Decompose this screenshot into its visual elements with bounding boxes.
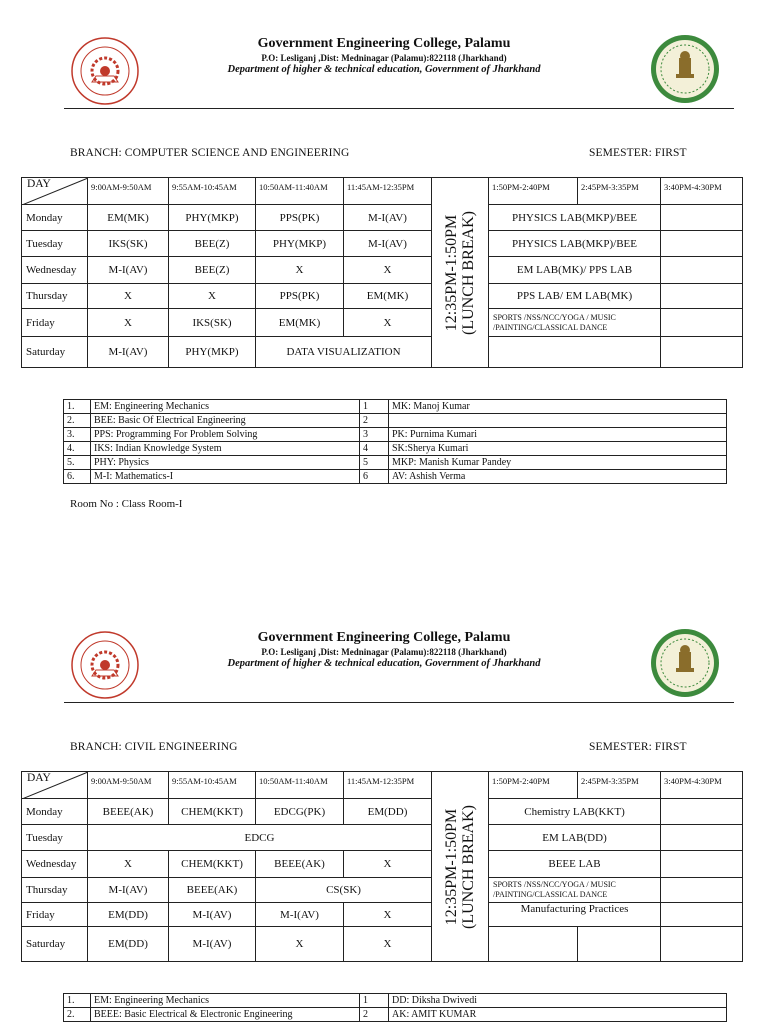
lunch-label: (LUNCH BREAK) xyxy=(460,804,477,929)
empty-cell xyxy=(661,309,743,337)
cell: PHY(MKP) xyxy=(169,205,256,231)
cell: X xyxy=(344,851,432,878)
header-2 xyxy=(0,594,768,709)
empty-cell xyxy=(661,284,743,309)
afternoon-cell: PHYSICS LAB(MKP)/BEE xyxy=(489,205,661,231)
legend-civil xyxy=(63,993,727,1022)
cell: CHEM(KKT) xyxy=(169,799,256,825)
empty-cell xyxy=(661,903,743,927)
cell: BEE(Z) xyxy=(169,257,256,284)
legend-row xyxy=(64,994,727,1008)
college-address: P.O: Lesliganj ,Dist: Medninagar (Palamu):822118 (Jharkhand) xyxy=(261,647,507,657)
department-line: Department of higher & technical education, Government of Jharkhand xyxy=(227,64,541,75)
cell: PHY(MKP) xyxy=(169,337,256,368)
time-slot-1: 9:00AM-9:50AM xyxy=(88,772,169,799)
header-divider xyxy=(64,108,734,109)
legend-teacher: PK: Purnima Kumari xyxy=(389,428,727,442)
lunch-time: 12:35PM-1:50PM xyxy=(443,808,460,925)
legend-teacher: DD: Diksha Dwivedi xyxy=(389,994,727,1008)
day-friday: Friday xyxy=(22,903,88,927)
legend-row xyxy=(64,470,727,484)
cell: PPS(PK) xyxy=(256,205,344,231)
day-label: DAY xyxy=(27,772,51,784)
empty-cell xyxy=(661,257,743,284)
afternoon-cell: SPORTS /NSS/NCC/YOGA / MUSIC /PAINTING/CLASSICAL DANCE xyxy=(489,309,661,337)
lunch-time: 12:35PM-1:50PM xyxy=(443,214,460,331)
lunch-break xyxy=(432,772,489,962)
legend-num: 1 xyxy=(360,994,389,1008)
cell: X xyxy=(88,309,169,337)
afternoon-cell: Manufacturing Practices xyxy=(489,903,661,927)
day-thursday: Thursday xyxy=(22,284,88,309)
room-number: Room No : Class Room-I xyxy=(70,498,183,510)
afternoon-cell: EM LAB(DD) xyxy=(489,825,661,851)
cell: M-I(AV) xyxy=(256,903,344,927)
legend-teacher: AK: AMIT KUMAR xyxy=(389,1008,727,1022)
cell: IKS(SK) xyxy=(88,231,169,257)
cell: M-I(AV) xyxy=(344,231,432,257)
empty-cell xyxy=(661,231,743,257)
legend-teacher: SK:Sherya Kumari xyxy=(389,442,727,456)
cell: CHEM(KKT) xyxy=(169,851,256,878)
legend-num: 1. xyxy=(64,994,91,1008)
legend-teacher: MK: Manoj Kumar xyxy=(389,400,727,414)
header-1 xyxy=(0,0,768,115)
legend-num: 1. xyxy=(64,400,91,414)
legend-num: 6 xyxy=(360,470,389,484)
cell: X xyxy=(256,927,344,962)
cell: BEE(Z) xyxy=(169,231,256,257)
legend-teacher: AV: Ashish Verma xyxy=(389,470,727,484)
cell: PPS(PK) xyxy=(256,284,344,309)
day-monday: Monday xyxy=(22,799,88,825)
time-slot-2: 9:55AM-10:45AM xyxy=(169,772,256,799)
day-tuesday: Tuesday xyxy=(22,825,88,851)
cell: X xyxy=(344,309,432,337)
legend-num: 2 xyxy=(360,1008,389,1022)
cell: EM(DD) xyxy=(88,903,169,927)
time-slot-4: 11:45AM-12:35PM xyxy=(344,178,432,205)
legend-subject: BEE: Basic Of Electrical Engineering xyxy=(91,414,360,428)
government-emblem-right xyxy=(650,628,720,698)
cell: X xyxy=(344,927,432,962)
legend-num: 3 xyxy=(360,428,389,442)
time-slot-4: 11:45AM-12:35PM xyxy=(344,772,432,799)
cell: X xyxy=(88,284,169,309)
department-line: Department of higher & technical education, Government of Jharkhand xyxy=(227,658,541,669)
day-label: DAY xyxy=(27,178,51,190)
time-slot-7: 3:40PM-4:30PM xyxy=(661,178,743,205)
empty-cell xyxy=(578,927,661,962)
cell-merged: CS(SK) xyxy=(256,878,432,903)
day-saturday: Saturday xyxy=(22,337,88,368)
cell: EM(MK) xyxy=(344,284,432,309)
afternoon-cell: EM LAB(MK)/ PPS LAB xyxy=(489,257,661,284)
empty-cell xyxy=(661,878,743,903)
government-emblem-right xyxy=(650,34,720,104)
legend-row xyxy=(64,428,727,442)
semester-label: SEMESTER: FIRST xyxy=(589,741,687,753)
day-header xyxy=(22,178,88,205)
branch-label: BRANCH: COMPUTER SCIENCE AND ENGINEERING xyxy=(70,147,350,159)
college-address: P.O: Lesliganj ,Dist: Medninagar (Palamu):822118 (Jharkhand) xyxy=(261,53,507,63)
cell: EM(DD) xyxy=(88,927,169,962)
day-wednesday: Wednesday xyxy=(22,257,88,284)
empty-cell xyxy=(661,825,743,851)
time-slot-5: 1:50PM-2:40PM xyxy=(489,772,578,799)
cell: BEEE(AK) xyxy=(256,851,344,878)
cell: X xyxy=(344,903,432,927)
cell: M-I(AV) xyxy=(169,903,256,927)
legend-row xyxy=(64,414,727,428)
cell: BEEE(AK) xyxy=(169,878,256,903)
timetable-civil xyxy=(21,771,743,962)
cell: IKS(SK) xyxy=(169,309,256,337)
cell: M-I(AV) xyxy=(88,878,169,903)
day-tuesday: Tuesday xyxy=(22,231,88,257)
empty-cell xyxy=(489,337,661,368)
empty-cell xyxy=(661,337,743,368)
legend-subject: EM: Engineering Mechanics xyxy=(91,994,360,1008)
header-diagonal xyxy=(22,772,88,799)
empty-cell xyxy=(661,851,743,878)
cell: X xyxy=(344,257,432,284)
empty-cell xyxy=(661,927,743,962)
cell: BEEE(AK) xyxy=(88,799,169,825)
empty-cell xyxy=(661,799,743,825)
time-slot-3: 10:50AM-11:40AM xyxy=(256,772,344,799)
time-slot-1: 9:00AM-9:50AM xyxy=(88,178,169,205)
afternoon-cell: BEEE LAB xyxy=(489,851,661,878)
header-divider xyxy=(64,702,734,703)
afternoon-cell: PHYSICS LAB(MKP)/BEE xyxy=(489,231,661,257)
legend-num: 2. xyxy=(64,414,91,428)
lunch-break xyxy=(432,178,489,368)
legend-row xyxy=(64,1008,727,1022)
afternoon-cell: PPS LAB/ EM LAB(MK) xyxy=(489,284,661,309)
college-name: Government Engineering College, Palamu xyxy=(257,36,511,51)
cell-merged: DATA VISUALIZATION xyxy=(256,337,432,368)
day-wednesday: Wednesday xyxy=(22,851,88,878)
legend-row xyxy=(64,400,727,414)
legend-subject: M-I: Mathematics-I xyxy=(91,470,360,484)
legend-num: 1 xyxy=(360,400,389,414)
cell: X xyxy=(88,851,169,878)
cell-merged: EDCG xyxy=(88,825,432,851)
legend-num: 5 xyxy=(360,456,389,470)
legend-num: 2 xyxy=(360,414,389,428)
legend-num: 3. xyxy=(64,428,91,442)
legend-row xyxy=(64,456,727,470)
time-slot-6: 2:45PM-3:35PM xyxy=(578,772,661,799)
afternoon-cell: SPORTS /NSS/NCC/YOGA / MUSIC /PAINTING/CLASSICAL DANCE xyxy=(489,878,661,903)
day-saturday: Saturday xyxy=(22,927,88,962)
empty-cell xyxy=(661,205,743,231)
day-thursday: Thursday xyxy=(22,878,88,903)
legend-subject: EM: Engineering Mechanics xyxy=(91,400,360,414)
time-slot-7: 3:40PM-4:30PM xyxy=(661,772,743,799)
branch-label: BRANCH: CIVIL ENGINEERING xyxy=(70,741,238,753)
cell: X xyxy=(169,284,256,309)
time-slot-6: 2:45PM-3:35PM xyxy=(578,178,661,205)
time-slot-3: 10:50AM-11:40AM xyxy=(256,178,344,205)
lunch-label: (LUNCH BREAK) xyxy=(460,210,477,335)
day-header xyxy=(22,772,88,799)
cell: X xyxy=(256,257,344,284)
time-slot-2: 9:55AM-10:45AM xyxy=(169,178,256,205)
legend-num: 5. xyxy=(64,456,91,470)
legend-num: 2. xyxy=(64,1008,91,1022)
cell: PHY(MKP) xyxy=(256,231,344,257)
header-diagonal xyxy=(22,178,88,205)
college-logo-left xyxy=(70,36,140,106)
cell: M-I(AV) xyxy=(88,257,169,284)
cell: EM(MK) xyxy=(256,309,344,337)
semester-label: SEMESTER: FIRST xyxy=(589,147,687,159)
cell: EM(DD) xyxy=(344,799,432,825)
day-friday: Friday xyxy=(22,309,88,337)
time-slot-5: 1:50PM-2:40PM xyxy=(489,178,578,205)
legend-num: 4. xyxy=(64,442,91,456)
legend-subject: PHY: Physics xyxy=(91,456,360,470)
timetable-cse xyxy=(21,177,743,368)
cell: EM(MK) xyxy=(88,205,169,231)
legend-num: 6. xyxy=(64,470,91,484)
legend-subject: IKS: Indian Knowledge System xyxy=(91,442,360,456)
legend-subject: BEEE: Basic Electrical & Electronic Engineering xyxy=(91,1008,360,1022)
legend-row xyxy=(64,442,727,456)
empty-cell xyxy=(489,927,578,962)
cell: M-I(AV) xyxy=(169,927,256,962)
legend-teacher xyxy=(389,414,727,428)
legend-num: 4 xyxy=(360,442,389,456)
legend-teacher: MKP: Manish Kumar Pandey xyxy=(389,456,727,470)
afternoon-cell: Chemistry LAB(KKT) xyxy=(489,799,661,825)
cell: EDCG(PK) xyxy=(256,799,344,825)
legend-cse xyxy=(63,399,727,484)
day-monday: Monday xyxy=(22,205,88,231)
college-name: Government Engineering College, Palamu xyxy=(257,630,511,645)
cell: M-I(AV) xyxy=(344,205,432,231)
cell: M-I(AV) xyxy=(88,337,169,368)
college-logo-left xyxy=(70,630,140,700)
legend-subject: PPS: Programming For Problem Solving xyxy=(91,428,360,442)
